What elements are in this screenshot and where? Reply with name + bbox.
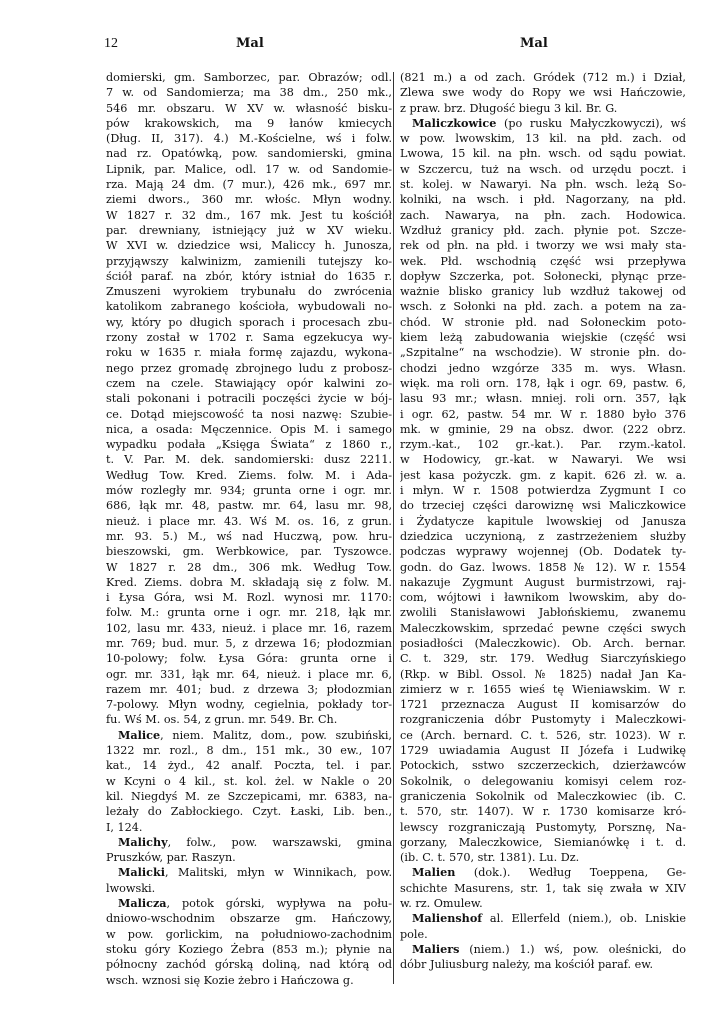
text-line: 546 mr. obszaru. W XV w. własność bisku-: [106, 101, 392, 115]
text-line: Lwowa, 15 kil. na płn. wsch. od sądu powiat.: [400, 147, 686, 161]
text-line: chód. W stronie płd. nad Sołoneckim poto-: [400, 315, 686, 329]
text-line: gorzany, Maleczkowice, Siemianówkę i t. d.: [400, 835, 686, 849]
text-line: 7 w. od Sandomierza; ma 38 dm., 250 mk.,: [106, 86, 392, 100]
text-line: dniowo-wschodnim obszarze gm. Hańczowy,: [106, 912, 392, 926]
entry-headword: Malicza: [118, 896, 167, 911]
text-line: Malienshof al. Ellerfeld (niem.), ob. Lniskie: [412, 911, 686, 926]
text-line: par. drewniany, istniejący już w XV wieku.: [106, 223, 392, 237]
text-line: lasu 93 mr.; własn. mniej. roli orn. 357, łąk: [400, 392, 686, 406]
text-line: nieuż. i place mr. 43. Wś M. os. 16, z grun.: [106, 514, 392, 528]
text-line: W XVI w. dziedzice wsi, Maliccy h. Junosza,: [106, 239, 392, 253]
text-line: 102, lasu mr. 433, nieuż. i place mr. 16, razem: [106, 621, 392, 635]
text-line: ściół paraf. na zbór, który istniał do 1635 r.: [106, 269, 392, 283]
text-line: katolikom zabranego kościoła, wybudowali no-: [106, 300, 392, 314]
text-line: rek od płn. na płd. i tworzy we wsi mały sta-: [400, 239, 686, 253]
text-line: więk. ma roli orn. 178, łąk i ogr. 69, pastw. 6,: [400, 376, 686, 390]
text-line: razem mr. 401; bud. z drzewa 3; płodozmian: [106, 682, 392, 696]
entry-headword: Malichy: [118, 834, 168, 849]
text-line: dóbr Juliusburg należy, ma kościół paraf. ew.: [400, 958, 654, 972]
text-line: graniczenia Sokolnik od Maleczkowiec (ib. C.: [400, 789, 686, 803]
text-line: Malicza, potok górski, wypływa na połu-: [118, 896, 392, 911]
text-line: i Żydatycze kapitule lwowskiej od Janusza: [400, 514, 686, 528]
text-line: kat., 14 żyd., 42 analf. Poczta, tel. i par.: [106, 759, 392, 773]
text-line: lwowski.: [106, 881, 156, 895]
text-line: ce. Dotąd miejscowość ta nosi nazwę: Szubie-: [106, 407, 392, 421]
text-line: przyjąwszy kalwinizm, zamienili tutejszy ko-: [106, 254, 392, 268]
text-line: 7-polowy. Młyn wodny, cegielnia, pokłady tor-: [106, 698, 392, 712]
text-line: ogr. mr. 331, łąk mr. 64, nieuż. i place mr. 6,: [106, 667, 392, 681]
text-line: t. V. Par. M. dek. sandomierski: dusz 2211.: [106, 453, 392, 467]
entry-headword: Malice: [118, 727, 161, 742]
text-line: godn. do Gaz. lwows. 1858 № 12). W r. 1554: [400, 560, 686, 574]
text-line: (Rkp. w Bibl. Ossol. № 1825) nadał Jan Ka-: [400, 667, 686, 681]
text-line: Lipnik, par. Malice, odl. 17 w. od Sandomie-: [106, 162, 392, 176]
text-line: w. rz. Omulew.: [400, 897, 483, 911]
text-line: schichte Masurens, str. 1, tak się zwała w XIV: [400, 881, 686, 895]
text-line: zwolili Stanisławowi Jabłońskiemu, zwanemu: [400, 606, 686, 620]
text-line: rza. Mają 24 dm. (7 mur.), 426 mk., 697 mr.: [106, 178, 392, 192]
text-line: kil. Niegdyś M. ze Szczepicami, mr. 6383, na-: [106, 789, 392, 803]
text-line: (821 m.) a od zach. Gródek (712 m.) i Dział,: [400, 71, 686, 84]
text-line: mk. w gminie, 29 na obsz. dwor. (222 obrz.: [400, 422, 686, 436]
text-line: Wzdłuż granicy płd. zach. płynie pot. Szcze-: [400, 223, 686, 237]
text-line: C. t. 329, str. 179. Według Siarczyńskiego: [400, 652, 686, 666]
text-line: fu. Wś M. os. 54, z grun. mr. 549. Br. Ch.: [106, 713, 338, 727]
text-line: Malien (dok.). Według Toeppena, Ge-: [412, 865, 686, 880]
text-line: rozgraniczenia dóbr Pustomyty i Maleczkowi-: [400, 713, 686, 727]
text-line: z praw. brz. Długość biegu 3 kil. Br. G.: [400, 101, 618, 115]
text-line: „Szpitalne“ na wschodzie). W stronie płn. do-: [400, 346, 686, 360]
text-line: dziedzica uczynioną, z zastrzeżeniem służby: [400, 529, 686, 543]
text-line: stoku góry Koziego Żebra (853 m.); płynie na: [106, 942, 392, 956]
text-line: wek. Płd. wschodnią część wsi przepływa: [400, 254, 686, 268]
text-line: 686, łąk mr. 48, pastw. mr. 64, lasu mr. 98,: [106, 499, 392, 513]
text-line: ce (Arch. bernard. C. t. 526, str. 1023). W r.: [400, 728, 686, 742]
text-line: zimierz w r. 1655 wieś tę Wieniawskim. W r.: [400, 682, 686, 696]
text-line: W 1827 r. 32 dm., 167 mk. Jest tu kościół: [106, 208, 392, 222]
text-line: 1729 uwiadamia August II Józefa i Ludwikę: [400, 744, 686, 758]
text-line: Maliers (niem.) 1.) wś, pow. oleśnicki, do: [412, 941, 686, 956]
text-line: Malice, niem. Malitz, dom., pow. szubiński,: [118, 727, 392, 742]
text-line: wsch. z Sołonki na płd. zach. a potem na za-: [400, 300, 686, 314]
text-line: czem na czele. Stawiający opór kalwini zo-: [106, 376, 392, 390]
text-line: Potockich, sstwo szczerzeckich, dzierżawców: [400, 759, 686, 773]
text-line: bieszowski, gm. Werbkowice, par. Tyszowce.: [106, 545, 392, 559]
text-line: nica, a osada: Męczennice. Opis M. i samego: [106, 422, 392, 436]
entry-headword: Malien: [412, 865, 456, 880]
text-line: jest kasa pożyczk. gm. z kapit. 626 zł. w. a.: [400, 468, 686, 482]
running-head-right: Mal: [520, 36, 548, 51]
text-line: roku w 1635 r. miała formę zajazdu, wykona-: [106, 346, 392, 360]
entry-headword: Maliers: [412, 941, 460, 956]
text-line: I, 124.: [106, 820, 143, 834]
text-line: 1322 mr. rozl., 8 dm., 151 mk., 30 ew., 107: [106, 744, 392, 758]
right-column: [400, 70, 686, 973]
text-line: i młyn. W r. 1508 potwierdza Zygmunt I co: [400, 484, 686, 498]
text-line: leżały do Zabłockiego. Czyt. Łaski, Lib. ben.,: [106, 805, 392, 819]
text-line: nad rz. Opatówką, pow. sandomierski, gmina: [106, 147, 392, 161]
text-line: w pow. gorlickim, na południowo-zachodnim: [106, 927, 392, 941]
text-line: Malichy, folw., pow. warszawski, gmina: [118, 834, 392, 849]
text-line: 1721 przeznacza August II komisarzów do: [400, 698, 686, 712]
text-line: Malicki, Malitski, młyn w Winnikach, pow.: [118, 865, 392, 880]
text-line: mr. 93. 5.) M., wś nad Huczwą, pow. hru-: [106, 529, 392, 543]
text-line: (ib. C. t. 570, str. 1381). Lu. Dz.: [400, 851, 580, 865]
text-line: folw. M.: grunta orne i ogr. mr. 218, łąk mr.: [106, 606, 392, 620]
text-line: Pruszków, par. Raszyn.: [106, 851, 236, 865]
text-line: t. 570, str. 1407). W r. 1730 komisarze kró-: [400, 805, 686, 819]
text-line: com, wójtowi i ławnikom lwowskim, aby do-: [400, 591, 686, 605]
text-line: domierski, gm. Samborzec, par. Obrazów; odl.: [106, 71, 392, 84]
text-line: nakazuje Zygmunt August burmistrzowi, raj-: [400, 575, 686, 589]
text-line: mr. 769; bud. mur. 5, z drzewa 16; płodozmian: [106, 636, 392, 650]
text-line: i ogr. 62, pastw. 54 mr. W r. 1880 było 376: [400, 407, 686, 421]
text-line: kolniki, na wsch. i płd. Nagorzany, na płd.: [400, 193, 686, 207]
text-line: i Łysa Góra, wsi M. Rozl. wynosi mr. 1170:: [106, 591, 392, 605]
running-head-left: Mal: [236, 36, 264, 51]
text-line: pów krakowskich, ma 9 łanów kmiecych: [106, 116, 392, 130]
text-line: 10-polowy; folw. Łysa Góra: grunta orne i: [106, 652, 392, 666]
text-line: pole.: [400, 927, 428, 941]
text-line: nego przez gromadę zbrojnego ludu z probosz-: [106, 361, 392, 375]
text-line: ważnie blisko granicy lub wzdłuż takowej od: [400, 285, 686, 299]
text-line: mów rozległy mr. 934; grunta orne i ogr. mr.: [106, 484, 392, 498]
text-line: Zmuszeni wyrokiem trybunału do zwrócenia: [106, 285, 392, 299]
text-line: w Szczercu, tuż na wsch. od urzędu poczt. i: [400, 162, 686, 176]
entry-headword: Malienshof: [412, 911, 483, 926]
text-line: północny zachód górską doliną, nad którą od: [106, 958, 392, 972]
text-line: wypadku podała „Księga Świata“ z 1860 r.,: [106, 438, 392, 452]
text-line: rzym.-kat., 102 gr.-kat.). Par. rzym.-katol.: [400, 438, 686, 452]
text-line: kiem leżą zabudowania wiejskie (część wsi: [400, 331, 686, 345]
text-line: w Kcyni o 4 kil., st. kol. żel. w Nakle o 20: [106, 774, 392, 788]
page-number: 12: [104, 36, 118, 51]
text-line: rzony został w 1702 r. Sama egzekucya wy-: [106, 331, 392, 345]
text-line: Sokolnik, o delegowaniu komisyi celem roz-: [400, 774, 686, 788]
text-line: zach. Nawarya, na płn. zach. Hodowica.: [400, 208, 686, 222]
text-line: w Hodowicy, gr.-kat. w Nawaryi. We wsi: [400, 453, 686, 467]
text-line: ziemi dwors., 360 mr. włośc. Młyn wodny.: [106, 193, 392, 207]
text-line: wsch. wznosi się Kozie żebro i Hańczowa g.: [106, 973, 354, 987]
left-column: [106, 70, 392, 988]
entry-headword: Maliczkowice: [412, 115, 497, 130]
text-line: podczas wyprawy wojennej (Ob. Dodatek ty-: [400, 545, 686, 559]
text-line: Kred. Ziems. dobra M. składają się z folw. M.: [106, 575, 392, 589]
text-line: Zlewa swe wody do Ropy we wsi Hańczowie,: [400, 86, 686, 100]
text-line: lewscy rozgraniczają Pustomyty, Porsznę, Na-: [400, 820, 686, 834]
text-line: chodzi jedno wzgórze 335 m. wys. Własn.: [400, 361, 686, 375]
text-line: wy, który po długich sporach i procesach zbu-: [106, 315, 392, 329]
text-line: Maliczkowice (po rusku Małyczkowyczi), wś: [412, 115, 686, 130]
text-line: W 1827 r. 28 dm., 306 mk. Według Tow.: [106, 560, 392, 574]
text-line: stali pokonani i potracili poczęści życie w bój-: [106, 392, 392, 406]
text-line: posiadłości (Maleczkowic). Ob. Arch. bernar.: [400, 636, 686, 650]
text-line: st. kolej. w Nawaryi. Na płn. wsch. leżą So-: [400, 178, 686, 192]
text-line: (Dług. II, 317). 4.) M.-Kościelne, wś i folw.: [106, 132, 392, 146]
column-divider: [393, 72, 394, 984]
text-line: w pow. lwowskim, 13 kil. na płd. zach. od: [400, 132, 686, 146]
text-line: Maleczkowskim, sprzedać pewne części swych: [400, 621, 686, 635]
text-line: Według Tow. Kred. Ziems. folw. M. i Ada-: [106, 468, 392, 482]
text-line: do trzeciej części darowiznę wsi Maliczkowice: [400, 499, 686, 513]
entry-headword: Malicki: [118, 865, 165, 880]
text-line: dopływ Szczerka, pot. Sołonecki, płynąc prze-: [400, 269, 686, 283]
